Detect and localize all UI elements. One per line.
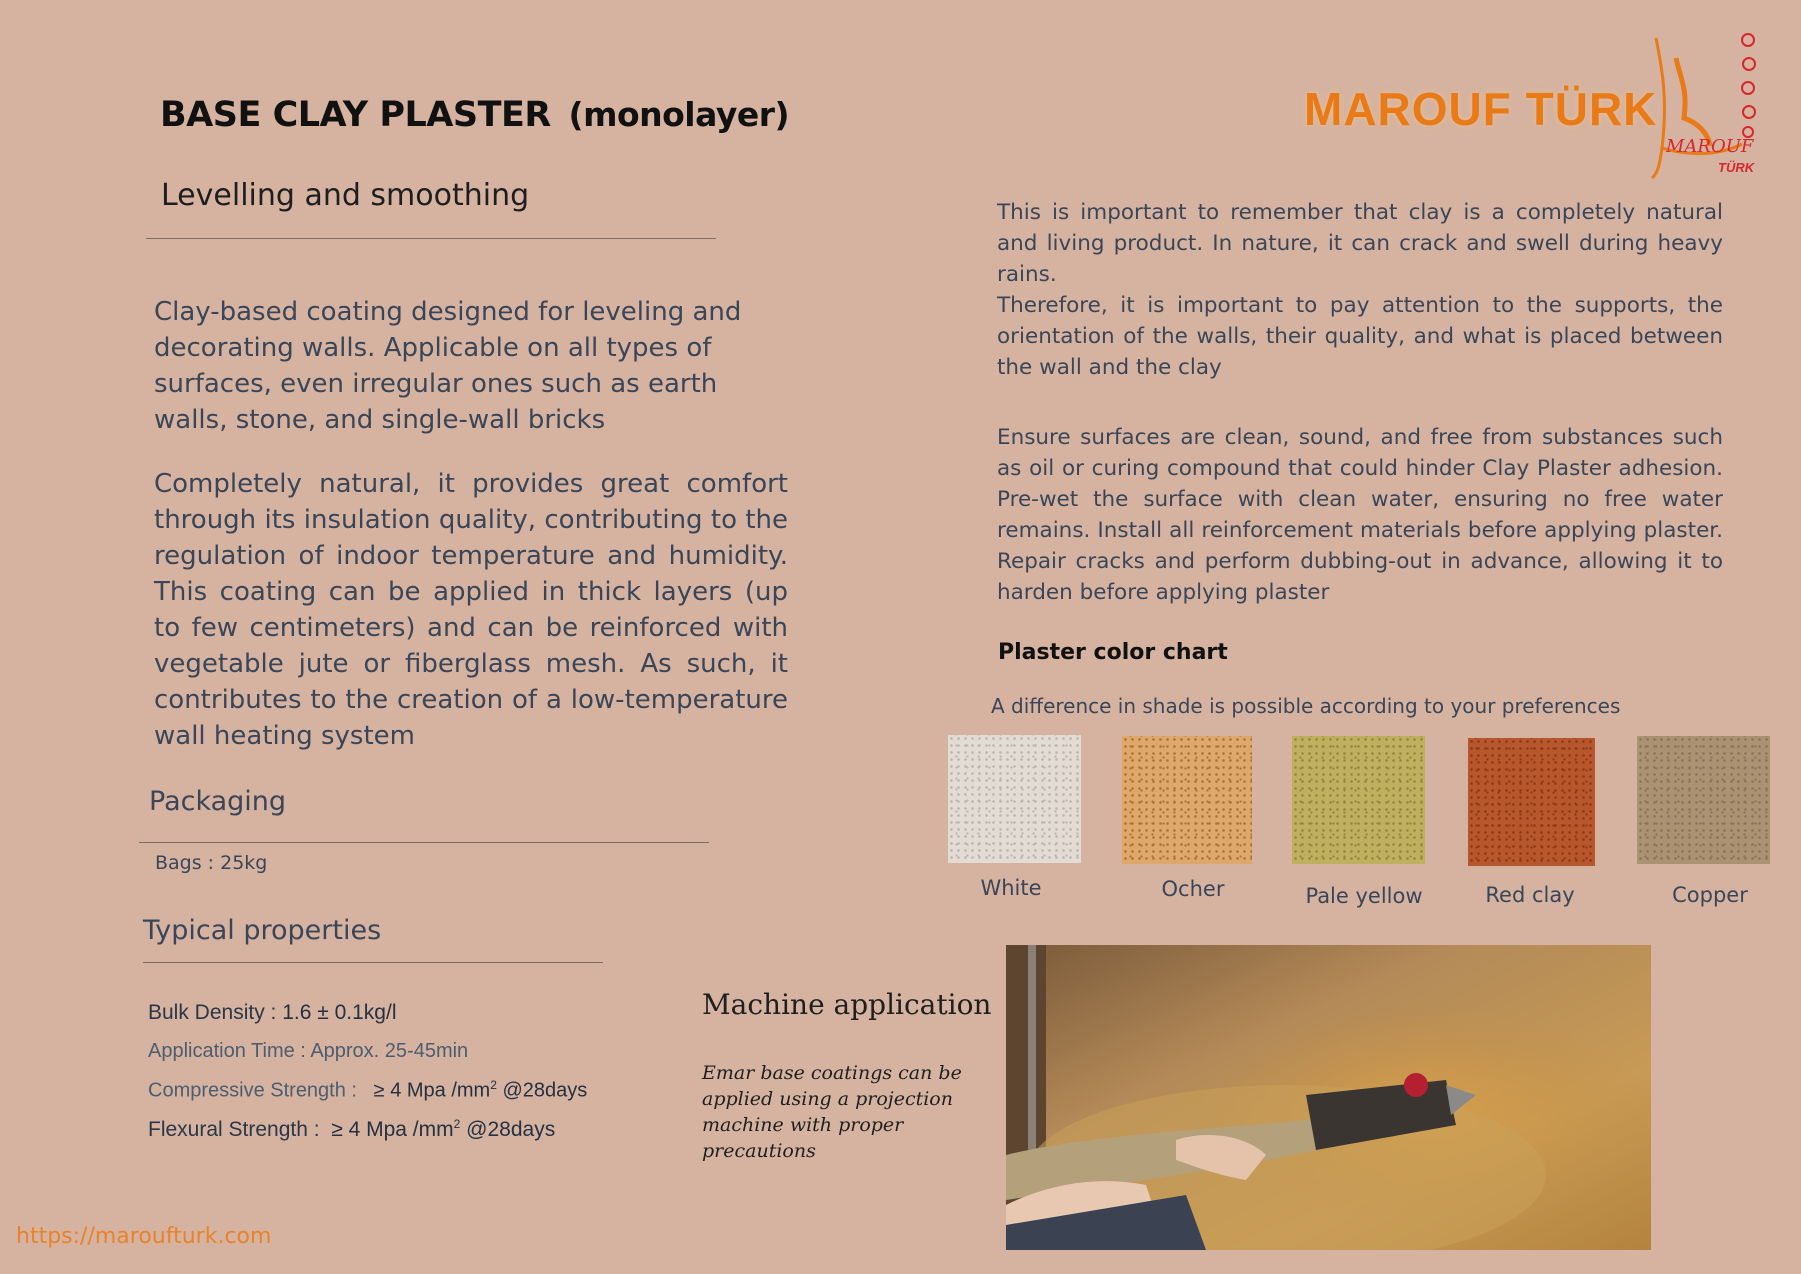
page-title bbox=[160, 95, 789, 135]
swatch-label-red-clay: Red clay bbox=[1485, 883, 1575, 907]
website-link[interactable]: https://maroufturk.com bbox=[16, 1224, 272, 1249]
svg-text:MAROUF: MAROUF bbox=[1666, 136, 1754, 157]
brand-name: MAROUF TÜRK bbox=[1304, 83, 1658, 135]
svg-text:TÜRK: TÜRK bbox=[1718, 160, 1755, 175]
property-application-time: Application Time : Approx. 25-45min bbox=[148, 1040, 469, 1062]
property-compressive-strength: Compressive Strength : ≥ 4 Mpa $/mm^2$ @28days bbox=[148, 1078, 588, 1102]
swatch-label-copper: Copper bbox=[1672, 883, 1748, 907]
marouf-turk-logo-icon bbox=[1648, 28, 1766, 180]
right-paragraph-3: Ensure surfaces are clean, sound, and free from substances such as oil or curing compound that could hinder Clay Plaster adhesion. Pre-wet the surface with clean water, ensuring no free water remains. Install all reinforcement materials before applying plaster. Repair cracks and perform dubbing-out in advance, allowing it to harden before applying plaster bbox=[997, 425, 1723, 605]
packaging-heading: Packaging bbox=[149, 786, 287, 817]
right-paragraph-1: This is important to remember that clay is a completely natural and living product. In nature, it can crack and swell during heavy rains. bbox=[997, 200, 1723, 287]
intro-paragraph-2: Completely natural, it provides great comfort through its insulation quality, contributing to the regulation of indoor temperature and humidity. This coating can be applied in thick layers (up to few centimeters) and can be reinforced with vegetable jute or fiberglass mesh. As such, it contributes to the creation of a low-temperature wall heating system bbox=[154, 469, 788, 751]
swatch-white bbox=[948, 735, 1081, 863]
right-paragraph-2: Therefore, it is important to pay attention to the supports, the orientation of the walls, their quality, and what is placed between the wall and the clay bbox=[997, 293, 1723, 380]
swatch-label-white: White bbox=[980, 876, 1042, 900]
swatch-copper bbox=[1637, 736, 1770, 864]
property-bulk-density: Bulk Density : 1.6 ± 0.1kg/l bbox=[148, 1001, 397, 1024]
swatch-label-ocher: Ocher bbox=[1161, 877, 1225, 901]
properties-divider bbox=[143, 962, 603, 963]
packaging-divider bbox=[139, 842, 709, 843]
title-main: BASE CLAY PLASTER bbox=[160, 95, 551, 135]
packaging-text: Bags : 25kg bbox=[155, 852, 268, 874]
color-chart-heading: Plaster color chart bbox=[998, 640, 1228, 665]
spray-machine-photo bbox=[1006, 945, 1651, 1250]
swatch-red-clay bbox=[1468, 738, 1595, 866]
swatch-ocher bbox=[1122, 736, 1252, 864]
machine-text: Emar base coatings can be applied using a projection machine with proper precautions bbox=[702, 1062, 962, 1162]
color-chart-note: A difference in shade is possible according to your preferences bbox=[991, 694, 1621, 718]
page-subtitle: Levelling and smoothing bbox=[161, 178, 530, 213]
swatch-label-pale-yellow: Pale yellow bbox=[1305, 884, 1423, 908]
machine-heading: Machine application bbox=[702, 988, 992, 1021]
title-suffix: (monolayer) bbox=[568, 95, 790, 134]
properties-heading: Typical properties bbox=[143, 915, 382, 946]
swatch-pale-yellow bbox=[1292, 736, 1425, 864]
intro-paragraph-1: Clay-based coating designed for leveling and decorating walls. Applicable on all types of surfaces, even irregular ones such as earth walls, stone, and single-wall bricks bbox=[154, 297, 742, 435]
property-flexural-strength: Flexural Strength : ≥ 4 Mpa $/mm^2$ @28days bbox=[148, 1117, 556, 1141]
subtitle-divider bbox=[146, 238, 716, 239]
